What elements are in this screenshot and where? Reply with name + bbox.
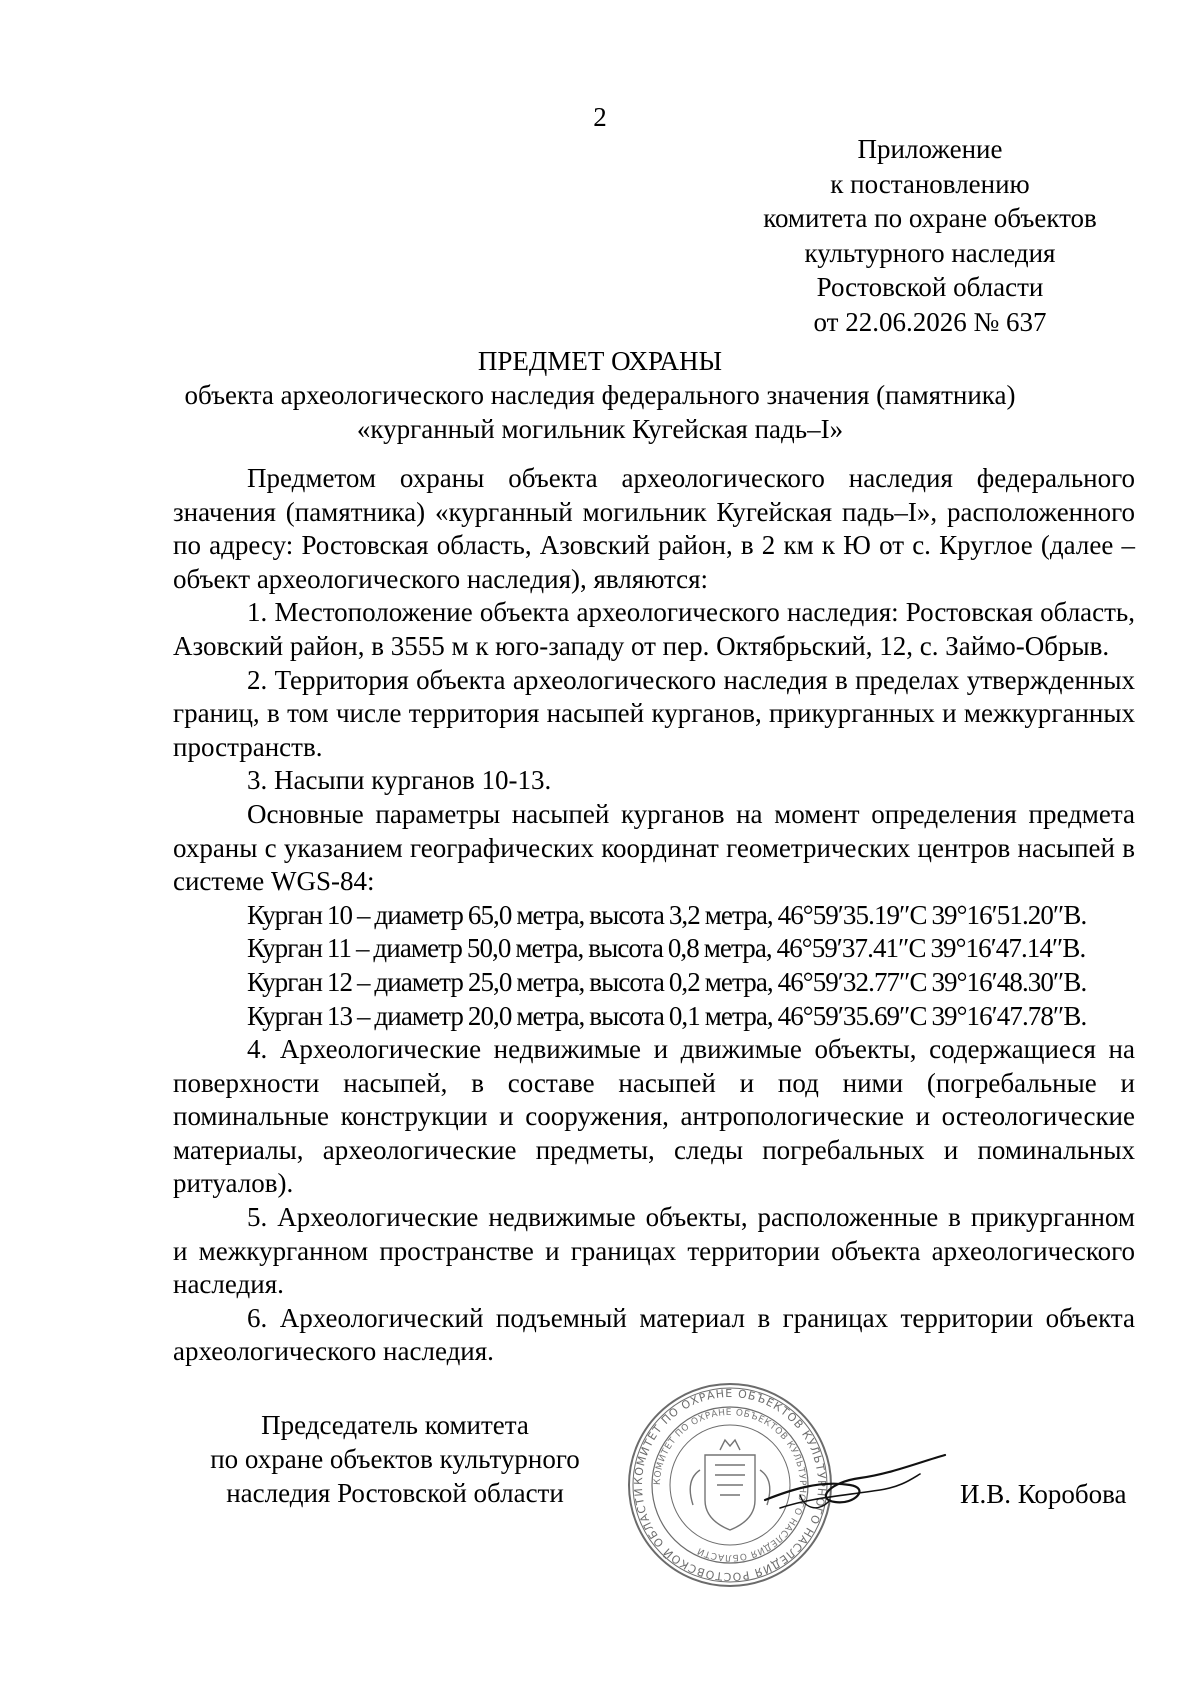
signatory-name: И.В. Коробова (960, 1479, 1127, 1509)
item-surface-material: 6. Археологический подъемный материал в границах территории объекта археологического наследия. (173, 1302, 1135, 1367)
intro-paragraph: Предметом охраны объекта археологического наследия федерального значения (памятника) «курганный могильник Кугейская падь–I», расположенного по адресу: Ростовская область, Азовский район, в 2 км к Ю от с. Круглое (далее – объект археологического наследия), являются: (173, 463, 1135, 594)
kurgan-row: Курган 10 – диаметр 65,0 метра, высота 3,2 метра, 46°59′35.19″С 39°16′51.20″В. (247, 899, 1087, 930)
appendix-line: к постановлению (830, 168, 1030, 199)
kurgan-row: Курган 13 – диаметр 20,0 метра, высота 0,1 метра, 46°59′35.69″С 39°16′47.78″В. (247, 1000, 1087, 1031)
item-location: 1. Местоположение объекта археологического наследия: Ростовская область, Азовский район, в 3555 м к юго-западу от пер. Октябрьский, 12, с. Займо-Обрыв. (173, 597, 1135, 661)
appendix-line: культурного наследия (804, 237, 1056, 268)
document-subtitle-line: «курганный могильник Кугейская падь–I» (356, 414, 844, 444)
signatory-position-line: по охране объектов культурного (210, 1444, 580, 1474)
page-number: 2 (593, 102, 607, 132)
kurgan-row: Курган 12 – диаметр 25,0 метра, высота 0,2 метра, 46°59′32.77″С 39°16′48.30″В. (247, 966, 1087, 997)
document-subtitle-line: объекта археологического наследия федерального значения (памятника) (184, 380, 1016, 410)
appendix-line: Ростовской области (816, 272, 1044, 302)
kurgan-row: Курган 11 – диаметр 50,0 метра, высота 0,8 метра, 46°59′37.41″С 39°16′47.14″В. (247, 933, 1086, 964)
item-territory: 2. Территория объекта археологического наследия в пределах утвержденных границ, в том числе территория насыпей курганов, прикурганных и межкурганных пространств. (173, 664, 1135, 762)
appendix-header (740, 132, 1120, 339)
appendix-line: комитета по охране объектов (763, 203, 1097, 233)
signatory-position-line: Председатель комитета (261, 1410, 529, 1440)
document-heading: ПРЕДМЕТ ОХРАНЫ (477, 346, 723, 376)
stamp-inner-text: КОМИТЕТ ПО ОХРАНЕ ОБЪЕКТОВ КУЛЬТУРНОГО НАСЛЕДИЯ ОБЛАСТИ (652, 1407, 808, 1563)
params-paragraph: Основные параметры насыпей курганов на момент определения предмета охраны с указанием географических координат геометрических центров насыпей в системе WGS-84: (173, 798, 1135, 897)
signatory-position (180, 1408, 610, 1510)
signatory-position-line: наследия Ростовской области (226, 1478, 564, 1508)
item-immovable-objects: 5. Археологические недвижимые объекты, расположенные в прикурганном и межкурганном пространстве и границах территории объекта археологического наследия. (173, 1202, 1135, 1300)
handwritten-signature (760, 1450, 950, 1530)
stamp-outer-text: КОМИТЕТ ПО ОХРАНЕ ОБЪЕКТОВ КУЛЬТУРНОГО НАСЛЕДИЯ РОСТОВСКОЙ ОБЛАСТИ (631, 1386, 829, 1584)
item-objects: 4. Археологические недвижимые и движимые объекты, содержащиеся на поверхности насыпей, в составе насыпей и под ними (погребальные и поминальные конструкции и сооружения, антропологические и остеологические материалы, археологические предметы, следы погребальных и поминальных ритуалов). (173, 1034, 1135, 1199)
item-mounds: 3. Насыпи курганов 10-13. (247, 765, 552, 796)
document-title-block (0, 344, 1200, 446)
document-body (173, 462, 1135, 1369)
appendix-date-number: от 22.06.2026 № 637 (813, 306, 1047, 337)
appendix-line: Приложение (857, 134, 1003, 164)
